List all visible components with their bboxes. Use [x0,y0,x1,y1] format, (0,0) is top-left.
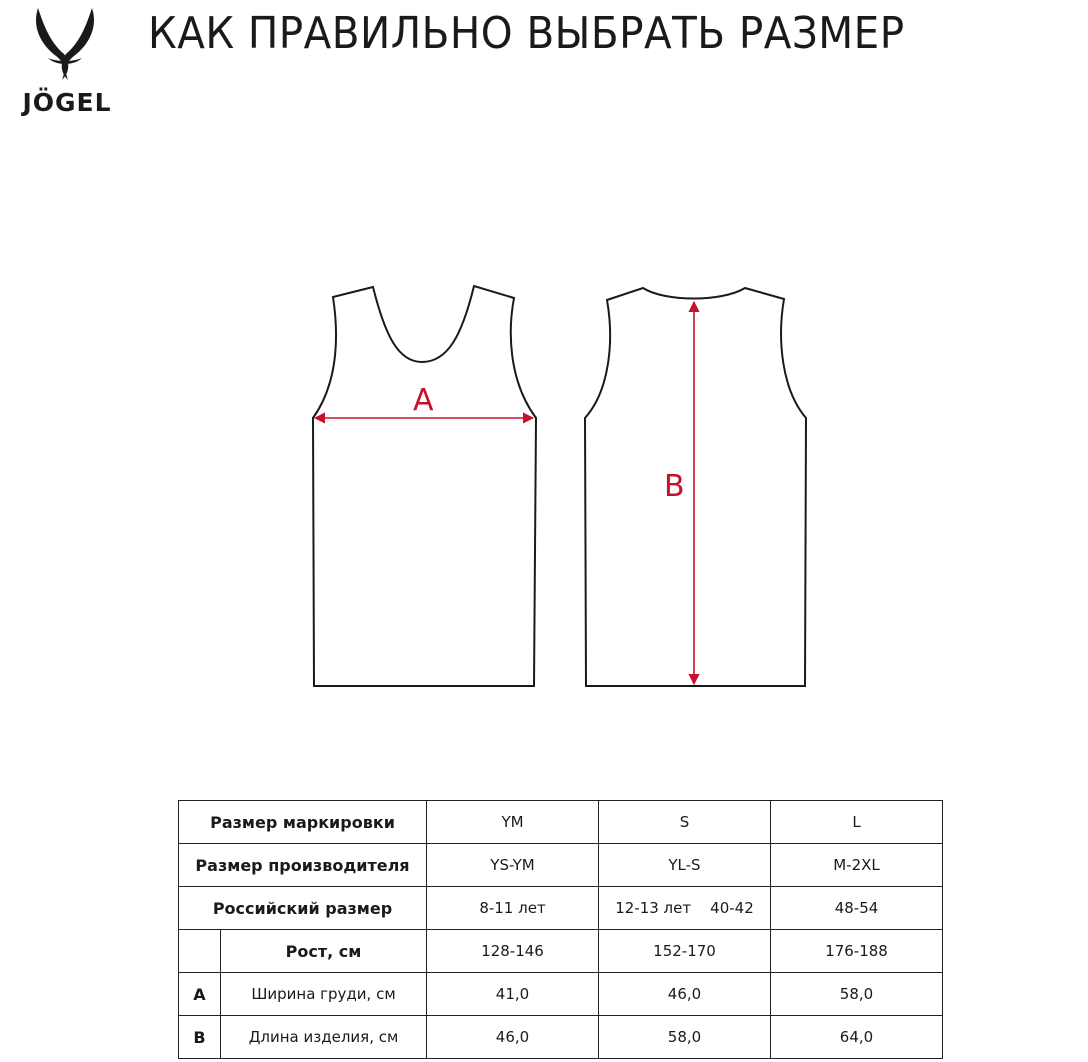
table-row [179,887,943,930]
cell-value: 12-13 лет 40-42 [599,887,771,930]
cell-value: L [771,801,943,844]
cell-value: 41,0 [427,973,599,1016]
row-mark: B [179,1016,221,1059]
logo-mark-icon [4,4,126,90]
row-mark [179,930,221,973]
row-label: Длина изделия, см [221,1016,427,1059]
cell-value: 58,0 [771,973,943,1016]
page-title: КАК ПРАВИЛЬНО ВЫБРАТЬ РАЗМЕР [148,8,905,59]
brand-logo [4,4,126,119]
cell-value: 48-54 [771,887,943,930]
cell-value: 176-188 [771,930,943,973]
table-row [179,801,943,844]
cell-value: YS-YM [427,844,599,887]
table-row [179,1016,943,1059]
tank-top-front [313,286,536,686]
tank-top-back [585,288,806,686]
table-row [179,844,943,887]
row-label: Размер производителя [179,844,427,887]
cell-value: 46,0 [599,973,771,1016]
garment-diagram [0,270,1088,700]
cell-value: 58,0 [599,1016,771,1059]
table-row [179,973,943,1016]
table-row [179,930,943,973]
brand-name: JÖGEL [22,88,112,117]
cell-value: S [599,801,771,844]
row-mark: A [179,973,221,1016]
row-label: Российский размер [179,887,427,930]
label-a: A [413,383,434,418]
cell-value: 152-170 [599,930,771,973]
row-label: Рост, см [221,930,427,973]
label-b: B [664,469,685,504]
cell-value: 8-11 лет [427,887,599,930]
size-table [178,800,943,1059]
row-label: Размер маркировки [179,801,427,844]
cell-value: YL-S [599,844,771,887]
cell-value: 64,0 [771,1016,943,1059]
cell-value: YM [427,801,599,844]
cell-value: M-2XL [771,844,943,887]
row-label: Ширина груди, см [221,973,427,1016]
cell-value: 46,0 [427,1016,599,1059]
cell-value: 128-146 [427,930,599,973]
